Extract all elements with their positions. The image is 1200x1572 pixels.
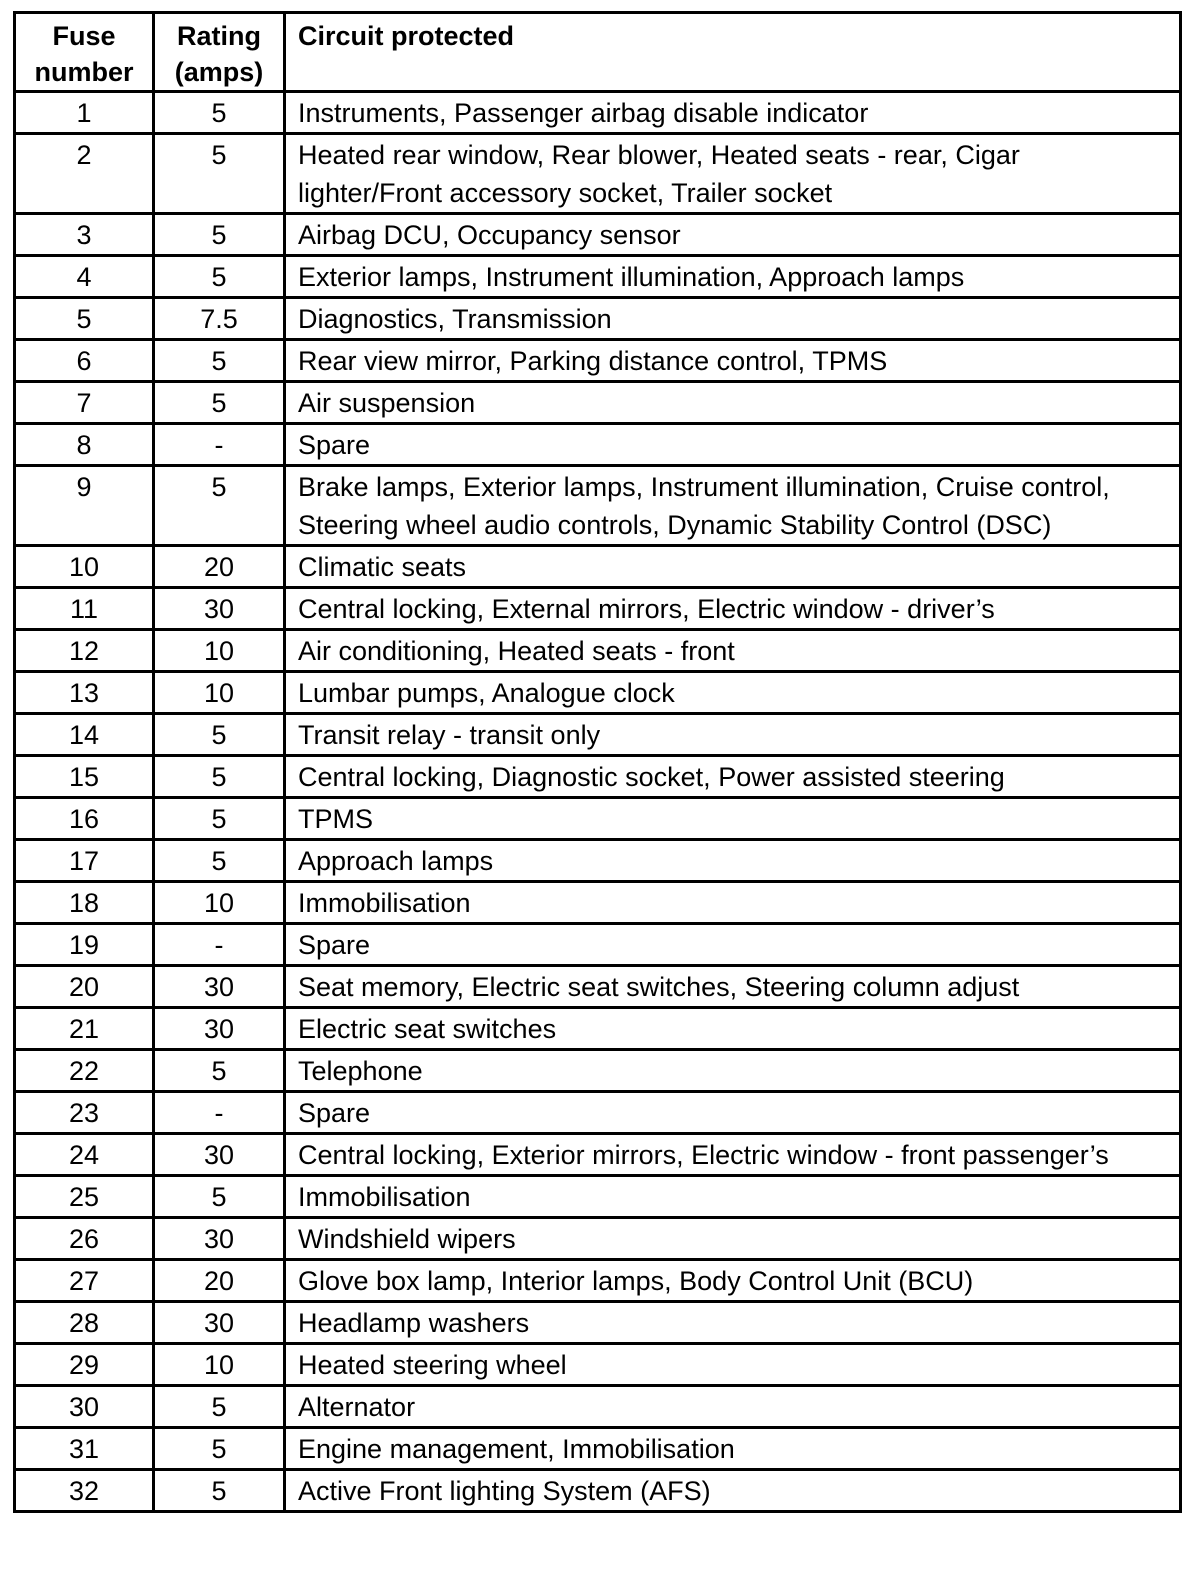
fuse-number-cell: 2 xyxy=(15,134,154,214)
table-row xyxy=(15,714,1181,756)
circuit-cell: Active Front lighting System (AFS) xyxy=(285,1470,1181,1512)
rating-cell: 5 xyxy=(154,756,285,798)
fuse-number-cell: 14 xyxy=(15,714,154,756)
table-row xyxy=(15,424,1181,466)
fuse-number-cell: 4 xyxy=(15,256,154,298)
fuse-number-cell: 13 xyxy=(15,672,154,714)
rating-cell: 5 xyxy=(154,714,285,756)
circuit-cell: Immobilisation xyxy=(285,882,1181,924)
rating-cell: 20 xyxy=(154,546,285,588)
circuit-cell: Transit relay - transit only xyxy=(285,714,1181,756)
fuse-number-cell: 5 xyxy=(15,298,154,340)
table-row xyxy=(15,924,1181,966)
fuse-number-cell: 24 xyxy=(15,1134,154,1176)
table-row xyxy=(15,298,1181,340)
fuse-number-cell: 31 xyxy=(15,1428,154,1470)
table-row xyxy=(15,1344,1181,1386)
table-row xyxy=(15,756,1181,798)
fuse-number-cell: 28 xyxy=(15,1302,154,1344)
table-row xyxy=(15,798,1181,840)
table-row xyxy=(15,256,1181,298)
table-row xyxy=(15,1218,1181,1260)
rating-cell: 5 xyxy=(154,134,285,214)
table-row xyxy=(15,92,1181,134)
table-row xyxy=(15,1260,1181,1302)
table-row xyxy=(15,134,1181,214)
rating-cell: 30 xyxy=(154,588,285,630)
table-header-row xyxy=(15,13,1181,92)
fuse-number-cell: 9 xyxy=(15,466,154,546)
fuse-number-cell: 11 xyxy=(15,588,154,630)
table-row xyxy=(15,1302,1181,1344)
circuit-cell: Climatic seats xyxy=(285,546,1181,588)
table-row xyxy=(15,630,1181,672)
fuse-number-cell: 12 xyxy=(15,630,154,672)
rating-cell: 30 xyxy=(154,966,285,1008)
fuse-number-cell: 6 xyxy=(15,340,154,382)
rating-cell: 30 xyxy=(154,1134,285,1176)
fuse-number-cell: 18 xyxy=(15,882,154,924)
circuit-cell: Instruments, Passenger airbag disable indicator xyxy=(285,92,1181,134)
header-fuse-number: Fuse number xyxy=(15,13,154,92)
circuit-cell: Air suspension xyxy=(285,382,1181,424)
table-row xyxy=(15,1176,1181,1218)
fuse-number-cell: 22 xyxy=(15,1050,154,1092)
circuit-cell: Seat memory, Electric seat switches, Steering column adjust xyxy=(285,966,1181,1008)
circuit-cell: TPMS xyxy=(285,798,1181,840)
circuit-cell: Brake lamps, Exterior lamps, Instrument illumination, Cruise control, Steering wheel audio controls, Dynamic Stability Control (DSC) xyxy=(285,466,1181,546)
circuit-cell: Central locking, External mirrors, Electric window - driver’s xyxy=(285,588,1181,630)
table-row xyxy=(15,882,1181,924)
fuse-number-cell: 19 xyxy=(15,924,154,966)
circuit-cell: Headlamp washers xyxy=(285,1302,1181,1344)
rating-cell: 5 xyxy=(154,798,285,840)
table-row xyxy=(15,672,1181,714)
fuse-number-cell: 20 xyxy=(15,966,154,1008)
table-row xyxy=(15,1428,1181,1470)
fuse-number-cell: 16 xyxy=(15,798,154,840)
circuit-cell: Glove box lamp, Interior lamps, Body Control Unit (BCU) xyxy=(285,1260,1181,1302)
circuit-cell: Lumbar pumps, Analogue clock xyxy=(285,672,1181,714)
circuit-cell: Engine management, Immobilisation xyxy=(285,1428,1181,1470)
fuse-number-cell: 29 xyxy=(15,1344,154,1386)
circuit-cell: Diagnostics, Transmission xyxy=(285,298,1181,340)
rating-cell: 5 xyxy=(154,214,285,256)
circuit-cell: Electric seat switches xyxy=(285,1008,1181,1050)
rating-cell: 10 xyxy=(154,630,285,672)
circuit-cell: Approach lamps xyxy=(285,840,1181,882)
rating-cell: 5 xyxy=(154,1050,285,1092)
circuit-cell: Heated rear window, Rear blower, Heated seats - rear, Cigar lighter/Front accessory socket, Trailer socket xyxy=(285,134,1181,214)
table-row xyxy=(15,1092,1181,1134)
fuse-number-cell: 26 xyxy=(15,1218,154,1260)
fuse-number-cell: 23 xyxy=(15,1092,154,1134)
rating-cell: 5 xyxy=(154,92,285,134)
fuse-number-cell: 8 xyxy=(15,424,154,466)
fuse-number-cell: 1 xyxy=(15,92,154,134)
circuit-cell: Telephone xyxy=(285,1050,1181,1092)
rating-cell: 30 xyxy=(154,1008,285,1050)
table-body xyxy=(15,92,1181,1512)
rating-cell: 5 xyxy=(154,382,285,424)
fuse-number-cell: 27 xyxy=(15,1260,154,1302)
header-rating: Rating (amps) xyxy=(154,13,285,92)
table-row xyxy=(15,1134,1181,1176)
fuse-number-cell: 32 xyxy=(15,1470,154,1512)
rating-cell: 5 xyxy=(154,1386,285,1428)
circuit-cell: Airbag DCU, Occupancy sensor xyxy=(285,214,1181,256)
table-row xyxy=(15,840,1181,882)
table-row xyxy=(15,966,1181,1008)
fuse-table xyxy=(13,11,1182,1513)
rating-cell: 7.5 xyxy=(154,298,285,340)
table-row xyxy=(15,588,1181,630)
rating-cell: 5 xyxy=(154,840,285,882)
header-circuit: Circuit protected xyxy=(285,13,1181,92)
table-row xyxy=(15,1470,1181,1512)
circuit-cell: Heated steering wheel xyxy=(285,1344,1181,1386)
table-row xyxy=(15,340,1181,382)
rating-cell: 5 xyxy=(154,1176,285,1218)
circuit-cell: Alternator xyxy=(285,1386,1181,1428)
rating-cell: 10 xyxy=(154,672,285,714)
table-row xyxy=(15,1008,1181,1050)
circuit-cell: Immobilisation xyxy=(285,1176,1181,1218)
fuse-number-cell: 21 xyxy=(15,1008,154,1050)
fuse-number-cell: 3 xyxy=(15,214,154,256)
rating-cell: 5 xyxy=(154,466,285,546)
table-row xyxy=(15,214,1181,256)
table-row xyxy=(15,1050,1181,1092)
circuit-cell: Windshield wipers xyxy=(285,1218,1181,1260)
rating-cell: 20 xyxy=(154,1260,285,1302)
rating-cell: - xyxy=(154,424,285,466)
rating-cell: 5 xyxy=(154,1470,285,1512)
fuse-number-cell: 17 xyxy=(15,840,154,882)
fuse-number-cell: 30 xyxy=(15,1386,154,1428)
circuit-cell: Rear view mirror, Parking distance control, TPMS xyxy=(285,340,1181,382)
circuit-cell: Air conditioning, Heated seats - front xyxy=(285,630,1181,672)
table-row xyxy=(15,1386,1181,1428)
fuse-number-cell: 15 xyxy=(15,756,154,798)
circuit-cell: Exterior lamps, Instrument illumination, Approach lamps xyxy=(285,256,1181,298)
rating-cell: - xyxy=(154,1092,285,1134)
circuit-cell: Central locking, Exterior mirrors, Electric window - front passenger’s xyxy=(285,1134,1181,1176)
rating-cell: 5 xyxy=(154,256,285,298)
fuse-number-cell: 10 xyxy=(15,546,154,588)
rating-cell: 30 xyxy=(154,1302,285,1344)
circuit-cell: Spare xyxy=(285,1092,1181,1134)
circuit-cell: Spare xyxy=(285,424,1181,466)
rating-cell: 30 xyxy=(154,1218,285,1260)
table-row xyxy=(15,546,1181,588)
table-row xyxy=(15,466,1181,546)
table-row xyxy=(15,382,1181,424)
rating-cell: 10 xyxy=(154,882,285,924)
rating-cell: 5 xyxy=(154,340,285,382)
fuse-number-cell: 25 xyxy=(15,1176,154,1218)
fuse-number-cell: 7 xyxy=(15,382,154,424)
circuit-cell: Spare xyxy=(285,924,1181,966)
rating-cell: 10 xyxy=(154,1344,285,1386)
circuit-cell: Central locking, Diagnostic socket, Power assisted steering xyxy=(285,756,1181,798)
rating-cell: 5 xyxy=(154,1428,285,1470)
rating-cell: - xyxy=(154,924,285,966)
